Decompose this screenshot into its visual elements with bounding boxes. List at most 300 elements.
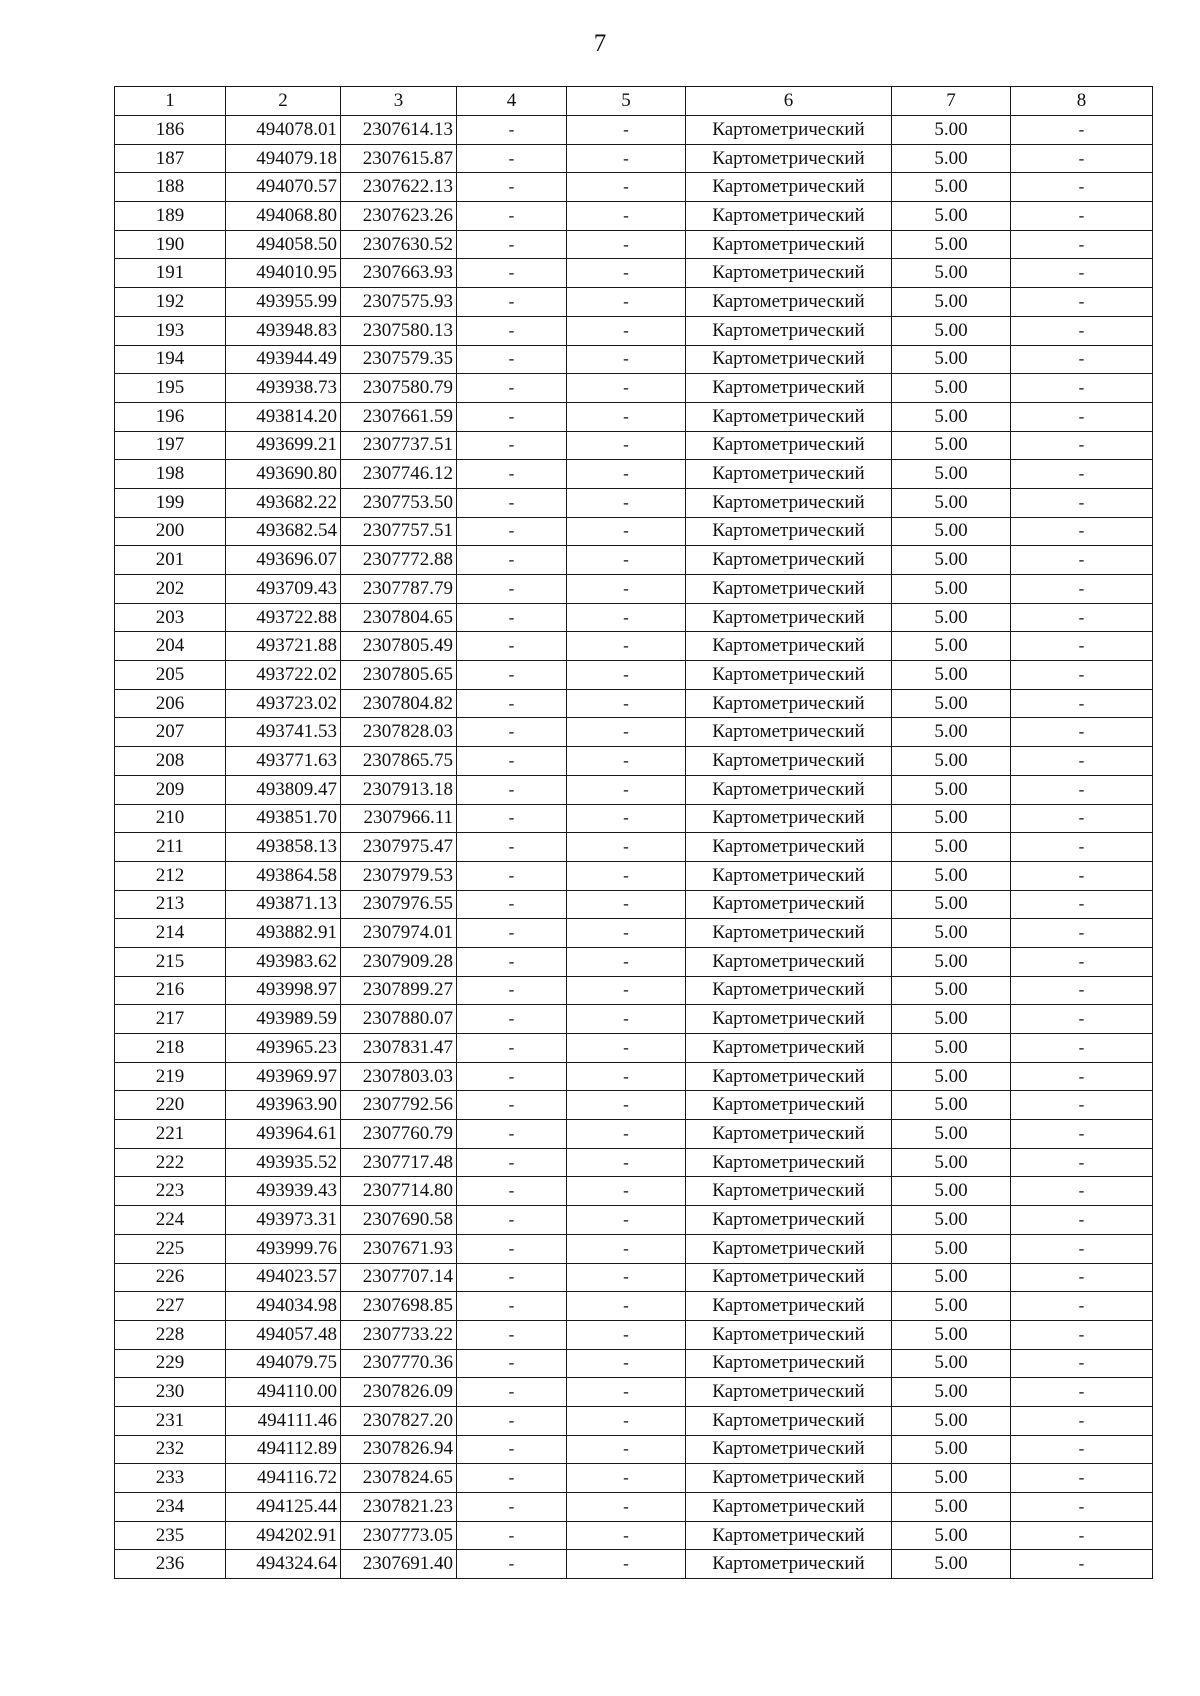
col8-cell: - bbox=[1011, 288, 1153, 317]
col4-cell: - bbox=[457, 431, 567, 460]
col5-cell: - bbox=[567, 1521, 686, 1550]
col4-cell: - bbox=[457, 517, 567, 546]
col5-cell: - bbox=[567, 1206, 686, 1235]
table-row bbox=[115, 488, 1153, 517]
col8-cell: - bbox=[1011, 632, 1153, 661]
x-coordinate-cell: 494057.48 bbox=[226, 1320, 341, 1349]
x-coordinate-cell: 493858.13 bbox=[226, 833, 341, 862]
y-coordinate-cell: 2307580.13 bbox=[341, 316, 457, 345]
point-number-cell: 213 bbox=[115, 890, 226, 919]
y-coordinate-cell: 2307975.47 bbox=[341, 833, 457, 862]
y-coordinate-cell: 2307623.26 bbox=[341, 202, 457, 231]
x-coordinate-cell: 493699.21 bbox=[226, 431, 341, 460]
col4-cell: - bbox=[457, 173, 567, 202]
y-coordinate-cell: 2307803.03 bbox=[341, 1062, 457, 1091]
accuracy-cell: 5.00 bbox=[892, 1034, 1011, 1063]
point-number-cell: 221 bbox=[115, 1120, 226, 1149]
y-coordinate-cell: 2307909.28 bbox=[341, 947, 457, 976]
point-number-cell: 195 bbox=[115, 374, 226, 403]
col4-cell: - bbox=[457, 230, 567, 259]
point-number-cell: 211 bbox=[115, 833, 226, 862]
y-coordinate-cell: 2307792.56 bbox=[341, 1091, 457, 1120]
y-coordinate-cell: 2307804.65 bbox=[341, 603, 457, 632]
page-number: 7 bbox=[593, 30, 607, 57]
accuracy-cell: 5.00 bbox=[892, 402, 1011, 431]
col5-cell: - bbox=[567, 259, 686, 288]
table-row bbox=[115, 259, 1153, 288]
col5-cell: - bbox=[567, 230, 686, 259]
table-row bbox=[115, 288, 1153, 317]
column-header: 8 bbox=[1011, 87, 1153, 116]
accuracy-cell: 5.00 bbox=[892, 1435, 1011, 1464]
y-coordinate-cell: 2307821.23 bbox=[341, 1493, 457, 1522]
point-number-cell: 197 bbox=[115, 431, 226, 460]
table-row bbox=[115, 144, 1153, 173]
x-coordinate-cell: 493709.43 bbox=[226, 575, 341, 604]
table-row bbox=[115, 689, 1153, 718]
accuracy-cell: 5.00 bbox=[892, 173, 1011, 202]
col5-cell: - bbox=[567, 144, 686, 173]
col5-cell: - bbox=[567, 402, 686, 431]
point-number-cell: 234 bbox=[115, 1493, 226, 1522]
accuracy-cell: 5.00 bbox=[892, 603, 1011, 632]
col8-cell: - bbox=[1011, 546, 1153, 575]
y-coordinate-cell: 2307828.03 bbox=[341, 718, 457, 747]
col4-cell: - bbox=[457, 575, 567, 604]
accuracy-cell: 5.00 bbox=[892, 431, 1011, 460]
col4-cell: - bbox=[457, 804, 567, 833]
x-coordinate-cell: 493973.31 bbox=[226, 1206, 341, 1235]
col4-cell: - bbox=[457, 144, 567, 173]
method-cell: Картометрический bbox=[686, 1234, 892, 1263]
point-number-cell: 232 bbox=[115, 1435, 226, 1464]
column-header: 5 bbox=[567, 87, 686, 116]
point-number-cell: 192 bbox=[115, 288, 226, 317]
col4-cell: - bbox=[457, 1521, 567, 1550]
col8-cell: - bbox=[1011, 947, 1153, 976]
col8-cell: - bbox=[1011, 202, 1153, 231]
col8-cell: - bbox=[1011, 1263, 1153, 1292]
y-coordinate-cell: 2307614.13 bbox=[341, 116, 457, 145]
accuracy-cell: 5.00 bbox=[892, 747, 1011, 776]
col8-cell: - bbox=[1011, 1349, 1153, 1378]
table-row bbox=[115, 861, 1153, 890]
x-coordinate-cell: 493722.88 bbox=[226, 603, 341, 632]
x-coordinate-cell: 493723.02 bbox=[226, 689, 341, 718]
point-number-cell: 214 bbox=[115, 919, 226, 948]
point-number-cell: 206 bbox=[115, 689, 226, 718]
col5-cell: - bbox=[567, 374, 686, 403]
col4-cell: - bbox=[457, 603, 567, 632]
point-number-cell: 235 bbox=[115, 1521, 226, 1550]
col4-cell: - bbox=[457, 1005, 567, 1034]
x-coordinate-cell: 493721.88 bbox=[226, 632, 341, 661]
point-number-cell: 216 bbox=[115, 976, 226, 1005]
col8-cell: - bbox=[1011, 804, 1153, 833]
x-coordinate-cell: 493955.99 bbox=[226, 288, 341, 317]
y-coordinate-cell: 2307979.53 bbox=[341, 861, 457, 890]
method-cell: Картометрический bbox=[686, 603, 892, 632]
col5-cell: - bbox=[567, 976, 686, 1005]
col4-cell: - bbox=[457, 345, 567, 374]
x-coordinate-cell: 493969.97 bbox=[226, 1062, 341, 1091]
y-coordinate-cell: 2307772.88 bbox=[341, 546, 457, 575]
method-cell: Картометрический bbox=[686, 517, 892, 546]
col5-cell: - bbox=[567, 202, 686, 231]
table-row bbox=[115, 775, 1153, 804]
point-number-cell: 194 bbox=[115, 345, 226, 374]
method-cell: Картометрический bbox=[686, 1120, 892, 1149]
method-cell: Картометрический bbox=[686, 431, 892, 460]
col8-cell: - bbox=[1011, 259, 1153, 288]
col4-cell: - bbox=[457, 488, 567, 517]
method-cell: Картометрический bbox=[686, 575, 892, 604]
col5-cell: - bbox=[567, 288, 686, 317]
y-coordinate-cell: 2307661.59 bbox=[341, 402, 457, 431]
col5-cell: - bbox=[567, 1349, 686, 1378]
accuracy-cell: 5.00 bbox=[892, 488, 1011, 517]
x-coordinate-cell: 494070.57 bbox=[226, 173, 341, 202]
col5-cell: - bbox=[567, 488, 686, 517]
table-row bbox=[115, 173, 1153, 202]
col4-cell: - bbox=[457, 1148, 567, 1177]
col5-cell: - bbox=[567, 1292, 686, 1321]
table-row bbox=[115, 1091, 1153, 1120]
col5-cell: - bbox=[567, 1493, 686, 1522]
accuracy-cell: 5.00 bbox=[892, 1148, 1011, 1177]
table-row bbox=[115, 1435, 1153, 1464]
point-number-cell: 236 bbox=[115, 1550, 226, 1579]
col5-cell: - bbox=[567, 632, 686, 661]
table-row bbox=[115, 747, 1153, 776]
col8-cell: - bbox=[1011, 1062, 1153, 1091]
table-body bbox=[115, 116, 1153, 1579]
y-coordinate-cell: 2307787.79 bbox=[341, 575, 457, 604]
col5-cell: - bbox=[567, 116, 686, 145]
method-cell: Картометрический bbox=[686, 345, 892, 374]
x-coordinate-cell: 494110.00 bbox=[226, 1378, 341, 1407]
column-header: 4 bbox=[457, 87, 567, 116]
col8-cell: - bbox=[1011, 1550, 1153, 1579]
col4-cell: - bbox=[457, 919, 567, 948]
accuracy-cell: 5.00 bbox=[892, 718, 1011, 747]
col4-cell: - bbox=[457, 402, 567, 431]
col4-cell: - bbox=[457, 1464, 567, 1493]
x-coordinate-cell: 494068.80 bbox=[226, 202, 341, 231]
table-row bbox=[115, 1320, 1153, 1349]
col8-cell: - bbox=[1011, 431, 1153, 460]
accuracy-cell: 5.00 bbox=[892, 1349, 1011, 1378]
y-coordinate-cell: 2307737.51 bbox=[341, 431, 457, 460]
col4-cell: - bbox=[457, 833, 567, 862]
y-coordinate-cell: 2307880.07 bbox=[341, 1005, 457, 1034]
accuracy-cell: 5.00 bbox=[892, 144, 1011, 173]
method-cell: Картометрический bbox=[686, 689, 892, 718]
x-coordinate-cell: 493998.97 bbox=[226, 976, 341, 1005]
col5-cell: - bbox=[567, 517, 686, 546]
method-cell: Картометрический bbox=[686, 1464, 892, 1493]
col8-cell: - bbox=[1011, 230, 1153, 259]
accuracy-cell: 5.00 bbox=[892, 230, 1011, 259]
method-cell: Картометрический bbox=[686, 116, 892, 145]
accuracy-cell: 5.00 bbox=[892, 861, 1011, 890]
table-row bbox=[115, 1493, 1153, 1522]
col5-cell: - bbox=[567, 1435, 686, 1464]
col8-cell: - bbox=[1011, 116, 1153, 145]
x-coordinate-cell: 493696.07 bbox=[226, 546, 341, 575]
point-number-cell: 222 bbox=[115, 1148, 226, 1177]
x-coordinate-cell: 493851.70 bbox=[226, 804, 341, 833]
method-cell: Картометрический bbox=[686, 460, 892, 489]
x-coordinate-cell: 494078.01 bbox=[226, 116, 341, 145]
point-number-cell: 196 bbox=[115, 402, 226, 431]
y-coordinate-cell: 2307663.93 bbox=[341, 259, 457, 288]
table-row bbox=[115, 345, 1153, 374]
col8-cell: - bbox=[1011, 173, 1153, 202]
accuracy-cell: 5.00 bbox=[892, 575, 1011, 604]
accuracy-cell: 5.00 bbox=[892, 116, 1011, 145]
method-cell: Картометрический bbox=[686, 1034, 892, 1063]
method-cell: Картометрический bbox=[686, 1062, 892, 1091]
accuracy-cell: 5.00 bbox=[892, 833, 1011, 862]
method-cell: Картометрический bbox=[686, 947, 892, 976]
col8-cell: - bbox=[1011, 718, 1153, 747]
point-number-cell: 215 bbox=[115, 947, 226, 976]
point-number-cell: 199 bbox=[115, 488, 226, 517]
accuracy-cell: 5.00 bbox=[892, 460, 1011, 489]
x-coordinate-cell: 493882.91 bbox=[226, 919, 341, 948]
point-number-cell: 198 bbox=[115, 460, 226, 489]
point-number-cell: 233 bbox=[115, 1464, 226, 1493]
col8-cell: - bbox=[1011, 488, 1153, 517]
x-coordinate-cell: 494125.44 bbox=[226, 1493, 341, 1522]
accuracy-cell: 5.00 bbox=[892, 1493, 1011, 1522]
col5-cell: - bbox=[567, 1005, 686, 1034]
accuracy-cell: 5.00 bbox=[892, 890, 1011, 919]
col4-cell: - bbox=[457, 1292, 567, 1321]
method-cell: Картометрический bbox=[686, 747, 892, 776]
accuracy-cell: 5.00 bbox=[892, 288, 1011, 317]
accuracy-cell: 5.00 bbox=[892, 1292, 1011, 1321]
col5-cell: - bbox=[567, 575, 686, 604]
table-row bbox=[115, 1005, 1153, 1034]
col5-cell: - bbox=[567, 546, 686, 575]
col4-cell: - bbox=[457, 116, 567, 145]
col4-cell: - bbox=[457, 374, 567, 403]
x-coordinate-cell: 494202.91 bbox=[226, 1521, 341, 1550]
col5-cell: - bbox=[567, 1320, 686, 1349]
table-row bbox=[115, 919, 1153, 948]
y-coordinate-cell: 2307714.80 bbox=[341, 1177, 457, 1206]
accuracy-cell: 5.00 bbox=[892, 947, 1011, 976]
method-cell: Картометрический bbox=[686, 1349, 892, 1378]
method-cell: Картометрический bbox=[686, 861, 892, 890]
point-number-cell: 201 bbox=[115, 546, 226, 575]
col4-cell: - bbox=[457, 1034, 567, 1063]
col4-cell: - bbox=[457, 1406, 567, 1435]
point-number-cell: 219 bbox=[115, 1062, 226, 1091]
col8-cell: - bbox=[1011, 1206, 1153, 1235]
col5-cell: - bbox=[567, 1406, 686, 1435]
method-cell: Картометрический bbox=[686, 1406, 892, 1435]
accuracy-cell: 5.00 bbox=[892, 1091, 1011, 1120]
col5-cell: - bbox=[567, 747, 686, 776]
point-number-cell: 231 bbox=[115, 1406, 226, 1435]
table-row bbox=[115, 632, 1153, 661]
accuracy-cell: 5.00 bbox=[892, 546, 1011, 575]
col4-cell: - bbox=[457, 689, 567, 718]
accuracy-cell: 5.00 bbox=[892, 374, 1011, 403]
column-header: 1 bbox=[115, 87, 226, 116]
col4-cell: - bbox=[457, 1177, 567, 1206]
col8-cell: - bbox=[1011, 1521, 1153, 1550]
accuracy-cell: 5.00 bbox=[892, 1406, 1011, 1435]
col5-cell: - bbox=[567, 947, 686, 976]
y-coordinate-cell: 2307630.52 bbox=[341, 230, 457, 259]
col8-cell: - bbox=[1011, 345, 1153, 374]
point-number-cell: 217 bbox=[115, 1005, 226, 1034]
col5-cell: - bbox=[567, 316, 686, 345]
method-cell: Картометрический bbox=[686, 173, 892, 202]
method-cell: Картометрический bbox=[686, 144, 892, 173]
x-coordinate-cell: 493963.90 bbox=[226, 1091, 341, 1120]
table-row bbox=[115, 402, 1153, 431]
x-coordinate-cell: 493948.83 bbox=[226, 316, 341, 345]
col5-cell: - bbox=[567, 718, 686, 747]
col8-cell: - bbox=[1011, 689, 1153, 718]
accuracy-cell: 5.00 bbox=[892, 1120, 1011, 1149]
table-row bbox=[115, 661, 1153, 690]
y-coordinate-cell: 2307707.14 bbox=[341, 1263, 457, 1292]
x-coordinate-cell: 493965.23 bbox=[226, 1034, 341, 1063]
col4-cell: - bbox=[457, 861, 567, 890]
x-coordinate-cell: 494111.46 bbox=[226, 1406, 341, 1435]
col4-cell: - bbox=[457, 775, 567, 804]
point-number-cell: 207 bbox=[115, 718, 226, 747]
y-coordinate-cell: 2307976.55 bbox=[341, 890, 457, 919]
method-cell: Картометрический bbox=[686, 202, 892, 231]
x-coordinate-cell: 493939.43 bbox=[226, 1177, 341, 1206]
method-cell: Картометрический bbox=[686, 259, 892, 288]
point-number-cell: 223 bbox=[115, 1177, 226, 1206]
y-coordinate-cell: 2307757.51 bbox=[341, 517, 457, 546]
table-row bbox=[115, 890, 1153, 919]
column-header: 3 bbox=[341, 87, 457, 116]
col5-cell: - bbox=[567, 833, 686, 862]
col8-cell: - bbox=[1011, 1177, 1153, 1206]
method-cell: Картометрический bbox=[686, 775, 892, 804]
x-coordinate-cell: 493690.80 bbox=[226, 460, 341, 489]
table-row bbox=[115, 1521, 1153, 1550]
x-coordinate-cell: 493809.47 bbox=[226, 775, 341, 804]
col8-cell: - bbox=[1011, 747, 1153, 776]
method-cell: Картометрический bbox=[686, 1148, 892, 1177]
x-coordinate-cell: 494058.50 bbox=[226, 230, 341, 259]
col8-cell: - bbox=[1011, 1493, 1153, 1522]
col4-cell: - bbox=[457, 288, 567, 317]
accuracy-cell: 5.00 bbox=[892, 632, 1011, 661]
method-cell: Картометрический bbox=[686, 976, 892, 1005]
y-coordinate-cell: 2307746.12 bbox=[341, 460, 457, 489]
table-row bbox=[115, 947, 1153, 976]
method-cell: Картометрический bbox=[686, 1320, 892, 1349]
y-coordinate-cell: 2307804.82 bbox=[341, 689, 457, 718]
point-number-cell: 190 bbox=[115, 230, 226, 259]
method-cell: Картометрический bbox=[686, 1550, 892, 1579]
col8-cell: - bbox=[1011, 1320, 1153, 1349]
col4-cell: - bbox=[457, 546, 567, 575]
x-coordinate-cell: 494116.72 bbox=[226, 1464, 341, 1493]
accuracy-cell: 5.00 bbox=[892, 804, 1011, 833]
coordinates-table bbox=[114, 86, 1153, 1579]
col8-cell: - bbox=[1011, 517, 1153, 546]
col4-cell: - bbox=[457, 1206, 567, 1235]
col8-cell: - bbox=[1011, 316, 1153, 345]
col5-cell: - bbox=[567, 1034, 686, 1063]
method-cell: Картометрический bbox=[686, 1435, 892, 1464]
y-coordinate-cell: 2307974.01 bbox=[341, 919, 457, 948]
point-number-cell: 193 bbox=[115, 316, 226, 345]
x-coordinate-cell: 493771.63 bbox=[226, 747, 341, 776]
col5-cell: - bbox=[567, 1091, 686, 1120]
col4-cell: - bbox=[457, 1493, 567, 1522]
col4-cell: - bbox=[457, 661, 567, 690]
accuracy-cell: 5.00 bbox=[892, 259, 1011, 288]
point-number-cell: 230 bbox=[115, 1378, 226, 1407]
method-cell: Картометрический bbox=[686, 1292, 892, 1321]
col4-cell: - bbox=[457, 718, 567, 747]
table-row bbox=[115, 116, 1153, 145]
point-number-cell: 212 bbox=[115, 861, 226, 890]
y-coordinate-cell: 2307615.87 bbox=[341, 144, 457, 173]
col5-cell: - bbox=[567, 689, 686, 718]
point-number-cell: 209 bbox=[115, 775, 226, 804]
point-number-cell: 218 bbox=[115, 1034, 226, 1063]
col8-cell: - bbox=[1011, 603, 1153, 632]
y-coordinate-cell: 2307805.65 bbox=[341, 661, 457, 690]
method-cell: Картометрический bbox=[686, 1005, 892, 1034]
col4-cell: - bbox=[457, 1349, 567, 1378]
point-number-cell: 202 bbox=[115, 575, 226, 604]
col4-cell: - bbox=[457, 632, 567, 661]
y-coordinate-cell: 2307579.35 bbox=[341, 345, 457, 374]
method-cell: Картометрический bbox=[686, 374, 892, 403]
point-number-cell: 186 bbox=[115, 116, 226, 145]
accuracy-cell: 5.00 bbox=[892, 1263, 1011, 1292]
y-coordinate-cell: 2307899.27 bbox=[341, 976, 457, 1005]
point-number-cell: 226 bbox=[115, 1263, 226, 1292]
col5-cell: - bbox=[567, 919, 686, 948]
y-coordinate-cell: 2307865.75 bbox=[341, 747, 457, 776]
col4-cell: - bbox=[457, 1550, 567, 1579]
point-number-cell: 200 bbox=[115, 517, 226, 546]
table-row bbox=[115, 1464, 1153, 1493]
col5-cell: - bbox=[567, 775, 686, 804]
accuracy-cell: 5.00 bbox=[892, 1177, 1011, 1206]
y-coordinate-cell: 2307580.79 bbox=[341, 374, 457, 403]
col4-cell: - bbox=[457, 1062, 567, 1091]
col4-cell: - bbox=[457, 460, 567, 489]
col5-cell: - bbox=[567, 861, 686, 890]
col4-cell: - bbox=[457, 316, 567, 345]
y-coordinate-cell: 2307760.79 bbox=[341, 1120, 457, 1149]
accuracy-cell: 5.00 bbox=[892, 1550, 1011, 1579]
y-coordinate-cell: 2307773.05 bbox=[341, 1521, 457, 1550]
table-row bbox=[115, 1263, 1153, 1292]
point-number-cell: 191 bbox=[115, 259, 226, 288]
accuracy-cell: 5.00 bbox=[892, 202, 1011, 231]
table-row bbox=[115, 1120, 1153, 1149]
